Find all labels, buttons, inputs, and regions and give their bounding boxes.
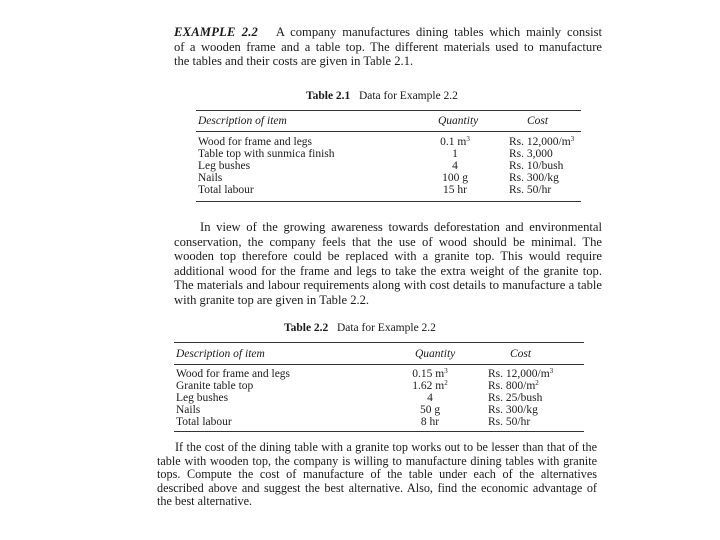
table1-caption — [306, 90, 458, 102]
table1-caption-title: Data for Example 2.2 — [358, 90, 458, 102]
table2-caption-title: Data for Example 2.2 — [336, 322, 436, 334]
table2-header-quantity: Quantity — [415, 348, 456, 360]
paragraph-3: If the cost of the dining table with a granite top works out to be lesser than that of the table with wooden top, the company is willing to manufacture dining tables with granite tops. Compute the cost of manufacture of the table under each of the alternatives described above and suggest the best alternative. Also, find the economic advantage of the best alternative. — [157, 440, 597, 508]
table1-bottom-rule — [196, 201, 581, 202]
table-cell: Rs. 50/hr — [509, 184, 552, 197]
table-cell: Table top with sunmica finish — [198, 148, 335, 161]
table-cell: 50 g — [419, 404, 441, 417]
table2-items-column — [176, 368, 290, 428]
table-cell: Granite table top — [176, 380, 254, 393]
intro-line-1 — [174, 25, 602, 40]
table-cell: 0.1 $m^3$ — [440, 135, 470, 148]
table-cell: Total labour — [176, 416, 232, 429]
table2-caption-number: Table 2.2 — [284, 322, 329, 334]
table1-header-description: Description of item — [198, 115, 287, 127]
table1-top-rule — [196, 110, 581, 111]
table-cell: Rs. 300/kg — [509, 172, 559, 185]
table-cell: Rs. 25/bush — [488, 392, 543, 405]
table2-top-rule — [174, 342, 584, 343]
table1-cost-column — [509, 136, 574, 196]
table-cell: Rs. $12,000/m^3$ — [509, 135, 575, 148]
table2-bottom-rule — [174, 431, 584, 432]
table-cell: Total labour — [198, 184, 254, 197]
intro-line-3: the tables and their costs are given in Table 2.1. — [174, 54, 414, 69]
table-cell: 1 — [452, 148, 458, 161]
table1-header-quantity: Quantity — [438, 115, 479, 127]
table-cell: 100 g — [442, 172, 468, 185]
table-cell: Rs. $800/m^2$ — [488, 379, 539, 393]
intro-paragraph — [174, 25, 602, 69]
table1-quantity-column — [424, 136, 486, 196]
table-cell: 1.62 $m^2$ — [412, 379, 448, 393]
table-cell: Rs. $12,000/m^3$ — [488, 367, 554, 380]
table2-header-description: Description of item — [176, 348, 265, 360]
table-cell: Rs. 50/hr — [488, 416, 531, 429]
table-cell: Leg bushes — [198, 160, 251, 173]
paragraph-2: In view of the growing awareness towards deforestation and environmental conservation, the company feels that the use of wood should be minimal. The wooden top therefore could be replaced with a granite top. This would require additional wood for the frame and legs to take the extra weight of the granite top. The materials and labour requirements along with cost details to manufacture a table with granite top are given in Table 2.2. — [174, 220, 602, 307]
table-cell: Rs. 300/kg — [488, 404, 538, 417]
intro-line-2: of a wooden frame and a table top. The different materials used to manufacture — [174, 39, 602, 54]
table-cell: Rs. 3,000 — [509, 148, 553, 161]
table-cell: 0.15 $m^3$ — [412, 367, 448, 380]
table1-items-column — [198, 136, 335, 196]
table2-header-cost: Cost — [510, 348, 532, 360]
table-cell: Wood for frame and legs — [198, 136, 313, 148]
table2-quantity-column — [398, 368, 462, 428]
table-cell: 15 hr — [443, 184, 467, 197]
example-label: EXAMPLE 2.2 — [174, 25, 259, 39]
table-cell: Rs. 10/bush — [509, 160, 564, 173]
table-cell: 4 — [427, 392, 433, 405]
table-cell: Nails — [198, 172, 223, 185]
table1-caption-number: Table 2.1 — [306, 90, 351, 102]
table-cell: Nails — [176, 404, 201, 417]
table-cell: 8 hr — [420, 416, 440, 429]
table2-caption — [284, 322, 436, 334]
table2-cost-column — [488, 368, 553, 428]
table-cell: 4 — [452, 160, 458, 173]
table-cell: Leg bushes — [176, 392, 229, 405]
table2-header-rule — [174, 364, 584, 365]
table1-header-cost: Cost — [527, 115, 549, 127]
table1-header-rule — [196, 131, 581, 132]
intro-line-1-text: A company manufactures dining tables which mainly consist — [275, 25, 603, 39]
table-cell: Wood for frame and legs — [176, 368, 291, 380]
